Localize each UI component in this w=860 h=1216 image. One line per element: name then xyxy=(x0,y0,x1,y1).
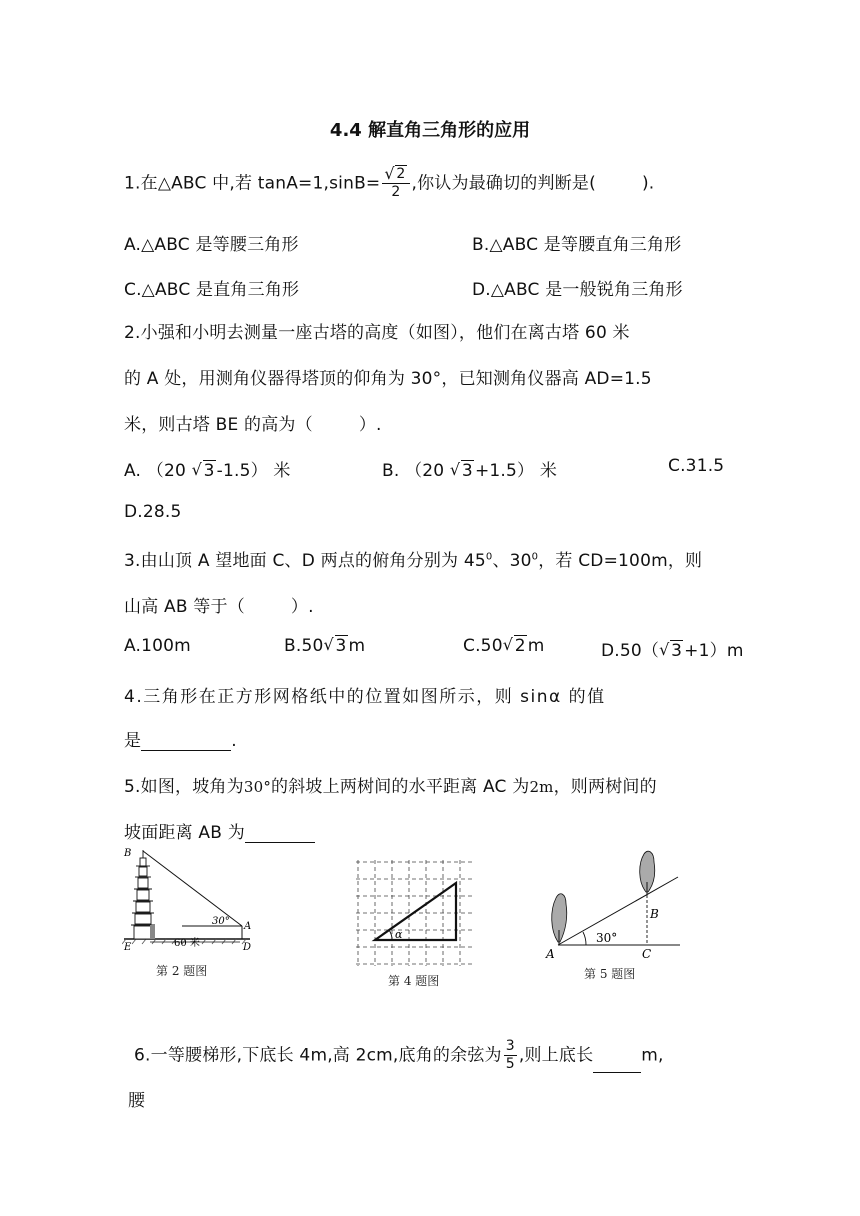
q2-line2: 的 A 处，用测角仪器得塔顶的仰角为 30°，已知测角仪器高 AD=1.5 xyxy=(124,369,652,389)
label-a: A xyxy=(244,921,252,932)
label-b: B xyxy=(124,848,132,859)
q3-line1: 3.由山顶 A 望地面 C、D 两点的俯角分别为 $45^0$、$30^0$，若 CD=100m，则 xyxy=(124,551,703,571)
label-d: D xyxy=(243,942,252,953)
q1-stem: 1.在△ABC 中,若 tanA=1,sinB= √ $\frac{2}{2}$ ,你认为最确切的判断是( ). xyxy=(124,166,654,201)
answer-blank[interactable] xyxy=(141,750,231,751)
label-e: E xyxy=(124,942,132,953)
q6-fraction: $\frac{3}{5}$ xyxy=(505,1038,515,1072)
sqrt-symbol: √ 3 xyxy=(451,461,474,481)
q5-line1: 5.如图，坡角为30°的斜坡上两树间的水平距离 AC 为2m，则两树间的 xyxy=(124,777,657,797)
q1-option-d: D.△ABC 是一般锐角三角形 xyxy=(472,280,683,300)
q2-line1: 2.小强和小明去测量一座古塔的高度（如图），他们在离古塔 60 米 xyxy=(124,323,630,343)
q4-line1: 4.三角形在正方形网格纸中的位置如图所示，则 sinα 的值 xyxy=(124,687,606,707)
figure-2-caption: 第 2 题图 xyxy=(156,964,208,978)
q1-option-b: B.△ABC 是等腰直角三角形 xyxy=(472,235,682,255)
figure-2-pagoda xyxy=(122,846,262,956)
q2-line3: 米，则古塔 BE 的高为（ ）. xyxy=(124,415,382,435)
page-title: 4.4 解直角三角形的应用 xyxy=(329,120,531,141)
figure-5-slope xyxy=(540,850,690,962)
q1-fraction: √ $\frac{2}{2}$ xyxy=(382,166,409,201)
degree-mark: 0 xyxy=(531,551,539,563)
figure-4-caption: 第 4 题图 xyxy=(388,974,440,988)
answer-blank[interactable] xyxy=(245,842,315,843)
degree-mark: 0 xyxy=(485,551,493,563)
figure-4-grid xyxy=(354,858,476,968)
label-b: B xyxy=(650,907,659,921)
q3-option-a: A.100m xyxy=(124,636,191,656)
q1-prefix: 1.在△ABC 中,若 tanA=1,sinB= xyxy=(124,173,381,194)
q1-option-c: C.△ABC 是直角三角形 xyxy=(124,280,300,300)
q1-sqrt: √ 2 xyxy=(385,166,406,183)
q3-line2: 山高 AB 等于（ ）. xyxy=(124,597,314,617)
q6-line1: 6.一等腰梯形,下底长 4m,高 2cm,底角的余弦为 $\frac{3}{5}$ ,则上底长 m, xyxy=(134,1038,664,1072)
q1-option-a: A.△ABC 是等腰三角形 xyxy=(124,235,299,255)
angle-label: 30° xyxy=(212,916,230,927)
sqrt-symbol: √ 2 xyxy=(504,636,527,656)
q3-option-c: C.50√ 2 m xyxy=(463,636,545,656)
angle-label: 30° xyxy=(596,931,618,945)
q1-suffix: ,你认为最确切的判断是( xyxy=(411,173,596,194)
sqrt-symbol: √ 3 xyxy=(325,636,348,656)
q2-option-a: A. （20 √ 3 -1.5） 米 xyxy=(124,456,291,481)
label-a: A xyxy=(546,947,555,961)
sqrt-symbol: √ 3 xyxy=(660,641,683,661)
q2-option-d: D.28.5 xyxy=(124,502,182,522)
q3-option-d: D.50（√ 3 +1）m xyxy=(601,636,744,661)
sqrt-symbol: √ 3 xyxy=(193,461,216,481)
distance-label: 60 米 xyxy=(174,938,200,949)
alpha-label: α xyxy=(395,928,403,941)
q5-line2: 坡面距离 AB 为 xyxy=(124,818,315,843)
answer-blank[interactable] xyxy=(593,1072,641,1073)
label-c: C xyxy=(642,947,652,961)
q3-option-b: B.50√ 3 m xyxy=(284,636,365,656)
triangle xyxy=(375,883,456,940)
q2-option-b: B. （20 √ 3 +1.5） 米 xyxy=(382,456,557,481)
q4-line2: 是 . xyxy=(124,731,237,751)
q2-option-c: C.31.5 xyxy=(668,456,725,476)
figure-5-caption: 第 5 题图 xyxy=(584,967,636,981)
q6-line2: 腰 xyxy=(128,1091,146,1111)
